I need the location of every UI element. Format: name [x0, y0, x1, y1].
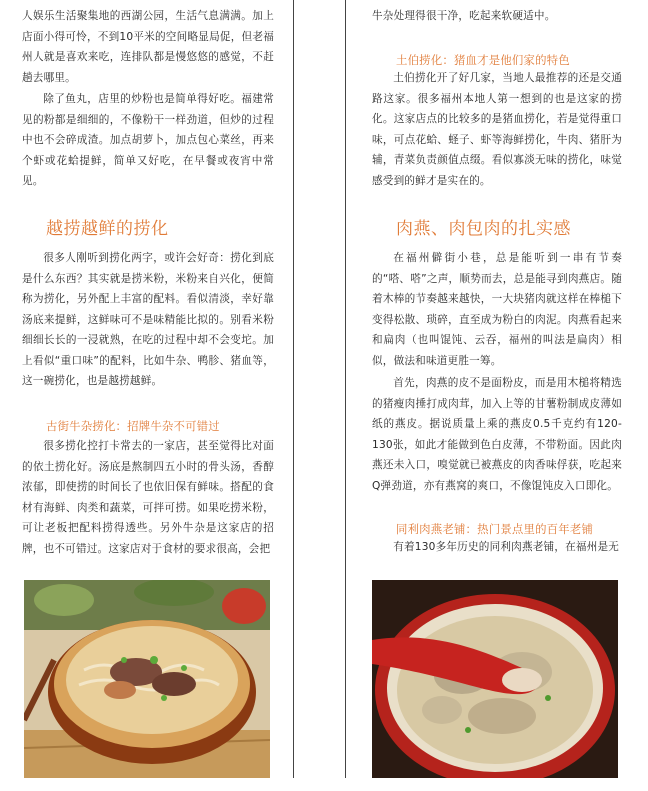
section-heading: 肉燕、肉包肉的扎实感 — [396, 219, 571, 239]
paragraph: 人娱乐生活聚集地的西湖公园，生活气息满满。加上店面小得可怜，不到10平米的空间略显局促，但老福州人就是喜欢来吃，连排队都是慢悠悠的感觉，不赶趟去哪里。 — [22, 10, 274, 84]
paragraph: 很多人刚听到捞化两字，或许会好奇：捞化到底是什么东西？其实就是捞米粉，米粉来自兴化，便简称为捞化，另外配上丰富的配料。看似清淡，幸好靠汤底来提鲜，这鲜味可不是味精能比拟的。别看米粉细细长长的一浸就熟，在吃的过程中却不会变坨。加上看似“重口味”的配料，比如牛杂、鸭胗、猪血等，这一碗捞化，也是越捞越鲜。 — [22, 252, 274, 387]
paragraph: 在福州僻街小巷，总是能听到一串有节奏的“嗒、嗒”之声，顺势而去，总是能寻到肉燕店。随着木棒的节奏越来越快，一大块猪肉就这样在棒槌下变得松散、琐碎，直至成为粉白的肉泥。肉燕看起来和扁肉（也叫馄饨、云吞，福州的叫法是扁肉）相似，做法和味道更胜一筹。 — [372, 252, 622, 367]
paragraph: 首先，肉燕的皮不是面粉皮，而是用木槌将精选的猪瘦肉捶打成肉茸，加入上等的甘薯粉制成皮薄如纸的燕皮。据说质量上乘的燕皮0.5千克约有120-130张，如此才能做到色白皮薄，不带粉面。因此肉燕还未入口，嗅觉就已被燕皮的肉香味俘获，吃起来Q弹劲道，亦有燕窝的爽口，不像馄饨皮入口即化。 — [372, 377, 622, 492]
column-divider-left — [293, 0, 294, 778]
subheading: 古街牛杂捞化：招牌牛杂不可错过 — [46, 419, 220, 433]
rouyan-soup-bowl-photo — [372, 580, 618, 778]
paragraph: 牛杂处理得很干净，吃起来软硬适中。 — [372, 10, 556, 22]
paragraph: 除了鱼丸，店里的炒粉也是简单得好吃。福建常见的粉都是细细的，不像粉干一样劲道，但炒的过程中也不会碎成渣。加点胡萝卜，加点包心菜丝，再来个虾或花蛤提鲜，简单又好吃，在早餐或夜宵中常见。 — [22, 93, 274, 187]
paragraph: 有着130多年历史的同利肉燕老铺，在福州是无 — [393, 541, 620, 553]
subheading: 同利肉燕老铺：热门景点里的百年老铺 — [396, 522, 594, 536]
section-heading: 越捞越鲜的捞化 — [46, 219, 169, 239]
paragraph: 很多捞化控打卡常去的一家店，甚至觉得比对面的依土捞化好。汤底是熬制四五小时的骨头汤，香醇浓郁，即使捞的时间长了也依旧保有鲜味。搭配的食材有海鲜、肉类和蔬菜，可拌可捞。如果吃捞米粉，可让老板把配料捞得透些。另外牛杂是这家店的招牌，也不可错过。这家店对于食材的要求很高，会把 — [22, 440, 274, 555]
subheading: 土伯捞化：猪血才是他们家的特色 — [396, 53, 570, 67]
laohua-noodle-bowl-photo — [24, 580, 270, 778]
paragraph: 土伯捞化开了好几家，当地人最推荐的还是交通路这家。很多福州本地人第一想到的也是这家的捞化。这家店点的比较多的是猪血捞化，若是觉得重口味，可点花蛤、蛏子、虾等海鲜捞化，牛肉、猪肝为辅，青菜负责颜值点缀。看似寡淡无味的捞化，味觉感受到的鲜才是实在的。 — [372, 72, 622, 187]
column-divider-right — [345, 0, 346, 778]
